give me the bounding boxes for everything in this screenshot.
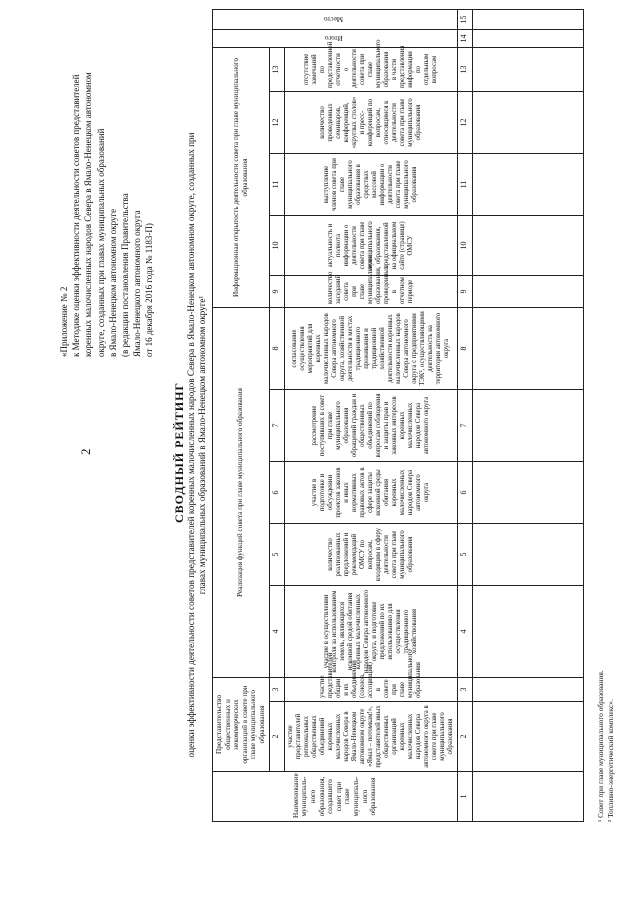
- column-number: 8: [457, 308, 472, 390]
- criterion-cell: участие представителей региональных общественных объединений коренных малочисленных народов Севера в Ямало-Ненецком автономном округе «Ямал – потомкам!», представителей иных общественных организаций коренных малочисленных народов Севера автономного округа в совете при главе муниципального образования: [284, 702, 457, 772]
- criterion-cell: участие представителей общин и их объединений (союзов, ассоциаций) в совете при главе муниципального образования: [284, 678, 457, 702]
- footnotes: [596, 670, 615, 822]
- sub-number: 12: [269, 92, 284, 154]
- sub-number: 11: [269, 154, 284, 216]
- criterion-cell: количество проведенных семинаров, конференций, «круглых столов» и пресс-конференций по вопросам, относящимся к деятельности совета при главе муниципального образования: [284, 92, 457, 154]
- page-number: 2: [78, 448, 93, 455]
- criterion-cell: выступление членов совета при главе муниципального образования в средствах массовой информации о деятельности совета при главе муниципального образования: [284, 154, 457, 216]
- header-representation: Представительство общественных и некоммерческих организаций в совете при главе муниципального образования: [213, 678, 270, 772]
- rating-subtitle: оценки эффективности деятельности советов представителей коренных малочисленных народов Севера в Ямало-Ненецком автономном округе, созданных при главах муниципальных образований в Ямало-Ненецком автономном округе¹: [186, 132, 207, 758]
- footnote: ² Топливно-энергетический комплекс».: [605, 699, 615, 822]
- criterion-cell: согласование осуществления мероприятий для коренных малочисленных народов Севера автономного округа, хозяйственной деятельности в местах традиционного проживания и традиционной хозяйственной деятельности коренных малочисленных народов Севера автономного округа с предприятиями ТЭК², осуществляющими деятельность на территории автономного округа: [284, 308, 457, 390]
- appendix-line: коренных малочисленных народов Севера в Ямало-Ненецком автономном: [83, 72, 94, 357]
- column-number: 4: [457, 586, 472, 678]
- header-place: Место: [213, 9, 458, 29]
- table-cell: [472, 524, 583, 586]
- criterion-cell: участие в подготовке и обсуждении проектов законов и иных нормативных правовых актов в сфере защиты исконной среды обитания коренных малочисленных народов Севера автономного округа: [284, 462, 457, 524]
- sub-number: 5: [269, 524, 284, 586]
- table-cell: [472, 9, 583, 29]
- header-functions: Реализация функций совета при главе муниципального образования: [213, 308, 270, 678]
- table-cell: [472, 462, 583, 524]
- column-number: 5: [457, 524, 472, 586]
- criterion-cell: участие в осуществлении контроля за использованием земель, являющихся исконной средой обитания коренных малочисленных народов Севера автономного округа, и подготовке предложений по их использованию для осуществления традиционного хозяйствования: [284, 586, 457, 678]
- header-row: [213, 9, 270, 821]
- column-number: 11: [457, 154, 472, 216]
- appendix-line: к Методике оценки эффективности деятельности советов представителей: [71, 74, 82, 357]
- sub-number: 7: [269, 390, 284, 462]
- appendix-line: «Приложение № 2: [59, 286, 69, 357]
- appendix-line: в Ямало-Ненецком автономном округе: [107, 208, 118, 357]
- appendix-line: от 16 декабря 2016 года № 1183-П): [144, 223, 155, 357]
- table-cell: [472, 29, 583, 47]
- criteria-row: [284, 9, 457, 821]
- column-number: 15: [457, 9, 472, 29]
- table-cell: [472, 772, 583, 822]
- column-number: 12: [457, 92, 472, 154]
- rating-table: [212, 9, 584, 822]
- table-cell: [472, 47, 583, 91]
- table-cell: [472, 390, 583, 462]
- criterion-cell: актуальность и полнота информации о деятельности совета при главе муниципального образования, представленной на официальном сайте (странице) ОМСУ: [284, 216, 457, 276]
- table-cell: [472, 586, 583, 678]
- header-openness: Информационная открытость деятельности совета при главе муниципального образования: [213, 47, 270, 307]
- column-number: 6: [457, 462, 472, 524]
- table-cell: [472, 678, 583, 702]
- column-number: 9: [457, 276, 472, 308]
- column-number: 3: [457, 678, 472, 702]
- table-cell: [472, 702, 583, 772]
- appendix-note: [58, 7, 156, 357]
- column-number: 2: [457, 702, 472, 772]
- header-municipality: Наименование муниципаль-ного образования, создавшего совет при главе муниципаль-ного образования: [213, 772, 458, 822]
- column-number: 14: [457, 29, 472, 47]
- sub-number: 8: [269, 308, 284, 390]
- criterion-cell: отсутствие замечаний по представленной отчетности о деятельности совета при главе муниципального образования в части представления информации по отдельным вопросам: [284, 47, 457, 91]
- sub-number: 3: [269, 678, 284, 702]
- header-total: Итого: [213, 29, 458, 47]
- appendix-line: Ямало-Ненецкого автономного округа: [132, 210, 143, 357]
- criterion-cell: количество заседаний совета при главе муниципального образования, проведенных в отчетном периоде: [284, 276, 457, 308]
- sub-number: 9: [269, 276, 284, 308]
- appendix-line: округе, созданных при главах муниципальных образований: [95, 128, 106, 357]
- table-cell: [472, 276, 583, 308]
- sub-number: 2: [269, 702, 284, 772]
- sub-number-row: [269, 9, 284, 821]
- sub-number: 6: [269, 462, 284, 524]
- column-number-row: [457, 9, 472, 821]
- table-cell: [472, 92, 583, 154]
- table-cell: [472, 308, 583, 390]
- criterion-cell: количество реализованных предложений и рекомендаций ОМСУ по вопросам, входящим в сферу деятельности совета при главе муниципального образования: [284, 524, 457, 586]
- footnote: ¹ Совет при главе муниципального образования.: [596, 670, 605, 822]
- sub-number: 4: [269, 586, 284, 678]
- column-number: 7: [457, 390, 472, 462]
- column-number: 13: [457, 47, 472, 91]
- empty-data-row: [472, 9, 583, 821]
- table-cell: [472, 216, 583, 276]
- table-cell: [472, 154, 583, 216]
- column-number: 10: [457, 216, 472, 276]
- sub-number: 13: [269, 47, 284, 91]
- column-number: 1: [457, 772, 472, 822]
- criterion-cell: рассмотрение поступивших в совет при главе муниципального образования обращений граждан и общественных объединений по вопросам соблюдения и защиты прав и законных интересов коренных малочисленных народов Севера автономного округа: [284, 390, 457, 462]
- rating-title: СВОДНЫЙ РЕЙТИНГ: [172, 381, 186, 524]
- sub-number: 10: [269, 216, 284, 276]
- appendix-line: (в редакции постановления Правительства: [120, 193, 131, 357]
